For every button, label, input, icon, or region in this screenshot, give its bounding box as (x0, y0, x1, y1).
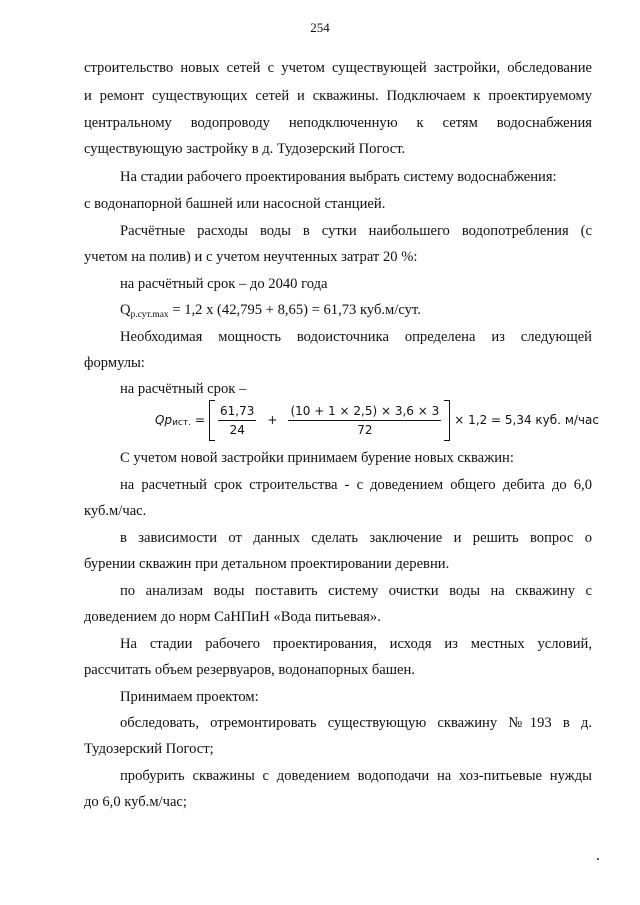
fraction-1-denominator: 24 (229, 422, 245, 437)
formula-bracket (209, 404, 450, 437)
paragraph-line: строительство новых сетей с учетом существующей застройки, обследование (84, 60, 592, 76)
formula-equals: = (194, 413, 206, 427)
paragraph-line: На стадии рабочего проектирования выбрать систему водоснабжения: (120, 169, 557, 185)
fraction-2-numerator: (10 + 1 × 2,5) × 3,6 × 3 (288, 404, 441, 421)
paragraph-line: до 6,0 куб.м/час; (84, 794, 187, 810)
formula-symbol: Qp (155, 413, 173, 427)
fraction-1-numerator: 61,73 (218, 404, 256, 421)
paragraph-line: в зависимости от данных сделать заключение и решить вопрос о (120, 530, 592, 546)
paragraph-line: рассчитать объем резервуаров, водонапорных башен. (84, 662, 415, 678)
formula-plus: + (267, 413, 278, 427)
formula-q: Q (120, 302, 131, 318)
paragraph-line: На стадии рабочего проектирования, исходя из местных условий, (120, 636, 592, 652)
paragraph-line: по анализам воды поставить систему очистки воды на скважину с (120, 583, 592, 599)
formula-q-rest: = 1,2 х (42,795 + 8,65) = 61,73 куб.м/сут. (168, 302, 421, 318)
paragraph-line: Расчётные расходы воды в сутки наибольшего водопотребления (с (120, 223, 592, 239)
paragraph-line: формулы: (84, 355, 145, 371)
formula-fraction-2 (288, 404, 441, 437)
paragraph-line: куб.м/час. (84, 503, 147, 519)
paragraph-line: учетом на полив) и с учетом неучтенных затрат 20 %: (84, 249, 418, 265)
formula-fraction-1 (218, 404, 256, 437)
paragraph-line: доведением до норм СаНПиН «Вода питьевая». (84, 609, 381, 625)
paragraph-line: бурении скважин при детальном проектировании деревни. (84, 556, 450, 572)
paragraph-line: с водонапорной башней или насосной станцией. (84, 196, 386, 212)
page-number: 254 (310, 20, 330, 35)
paragraph-line: на расчетный срок строительства - с доведением общего дебита до 6,0 (120, 477, 592, 493)
paragraph-line: Тудозерский Погост; (84, 741, 214, 757)
formula-q-subscript: р.сут.max (130, 310, 169, 320)
paragraph-line: Необходимая мощность водоисточника определена из следующей (120, 329, 592, 345)
paragraph-line: С учетом новой застройки принимаем бурение новых скважин: (120, 450, 514, 466)
paragraph-line: Принимаем проектом: (120, 689, 259, 705)
formula-subscript: ист. (172, 418, 191, 428)
paragraph-line: и ремонт существующих сетей и скважины. Подключаем к проектируемому (84, 88, 592, 104)
paragraph-line: существующую застройку в д. Тудозерский Погост. (84, 141, 406, 157)
source-capacity-formula (155, 396, 599, 444)
paragraph-line: центральному водопроводу неподключенную к сетям водоснабжения (84, 115, 592, 131)
paragraph-line: пробурить скважины с доведением водоподачи на хоз-питьевые нужды (120, 768, 592, 784)
paragraph-line: на расчётный срок – до 2040 года (120, 276, 328, 292)
paragraph-line: обследовать, отремонтировать существующую скважину №193 в д. (120, 715, 592, 731)
scan-speck (597, 858, 599, 860)
formula-tail: × 1,2 = 5,34 куб. м/час (454, 413, 599, 427)
fraction-2-denominator: 72 (357, 422, 373, 437)
consumption-formula (120, 303, 421, 318)
paragraph-line: на расчётный срок – (120, 381, 247, 397)
